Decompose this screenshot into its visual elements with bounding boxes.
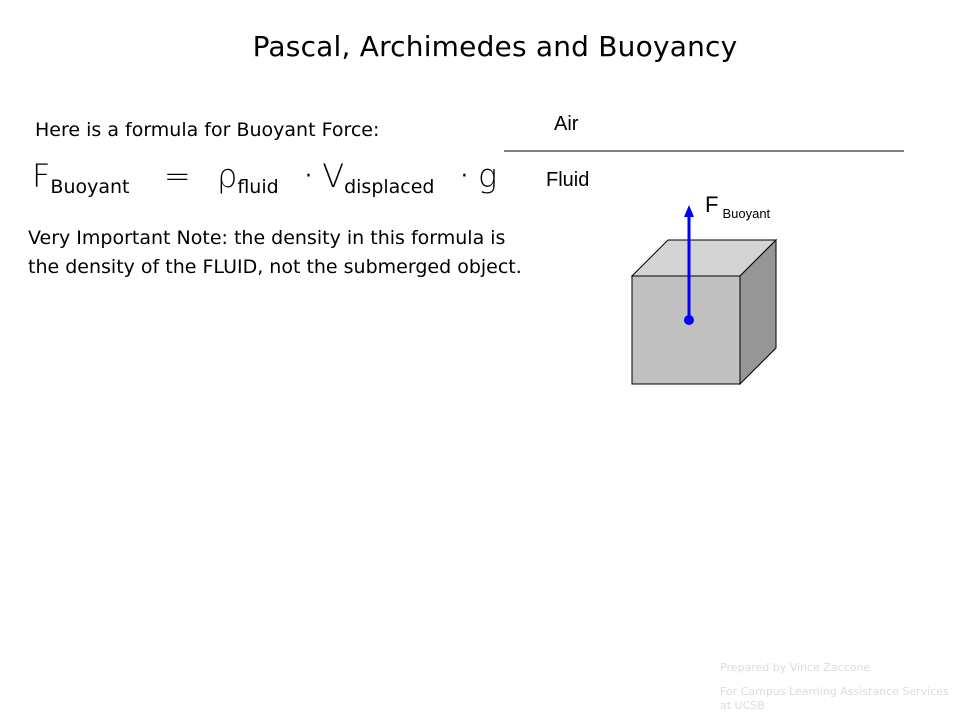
force-symbol: F — [32, 157, 51, 195]
fluid-label: Fluid — [546, 169, 590, 191]
buoyant-force-arrowhead — [684, 205, 694, 217]
equals-sign: = — [163, 157, 191, 195]
gravity-symbol: g — [478, 157, 498, 195]
important-note: Very Important Note: the density in this formula is the density of the FLUID, not the submerged object. — [28, 227, 522, 278]
slide-title: Pascal, Archimedes and Buoyancy — [252, 30, 738, 63]
formula-intro: Here is a formula for Buoyant Force: — [35, 119, 380, 141]
multiply-dot-2: · — [460, 164, 468, 189]
density-symbol: ρ — [217, 157, 238, 195]
center-of-buoyancy-dot — [684, 315, 694, 325]
force-label-subscript: Buoyant — [722, 206, 771, 221]
footer-affiliation: For Campus Learning Assistance Services at UCSB — [720, 685, 949, 712]
multiply-dot-1: · — [305, 164, 313, 189]
density-subscript: fluid — [237, 176, 279, 198]
force-subscript: Buoyant — [50, 176, 130, 198]
buoyant-force-label — [705, 192, 771, 221]
cube-front-face — [632, 276, 740, 384]
air-label: Air — [554, 113, 579, 135]
force-label-symbol: F — [705, 192, 719, 217]
volume-subscript: displaced — [344, 176, 435, 198]
volume-symbol: V — [322, 157, 345, 195]
footer-author: Prepared by Vince Zaccone — [720, 661, 871, 674]
